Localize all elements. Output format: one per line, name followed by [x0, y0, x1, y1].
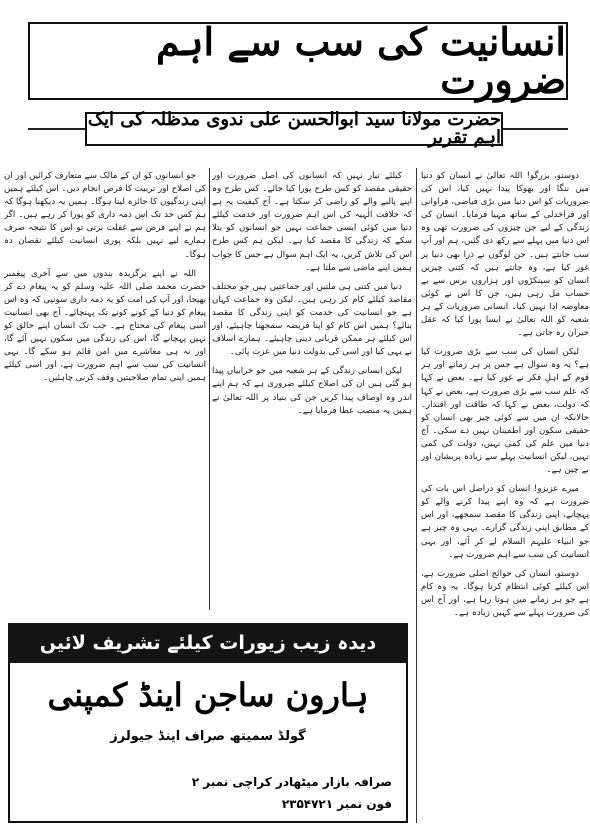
paragraph: لیکن انسان کی سب سے بڑی ضرورت کیا ہے؟ یہ وہ سوال ہے جس پر ہر زمانے اور ہر قوم کے اہلِ فکر نے غور کیا ہے۔ بعض نے کہا کہ علم سب سے بڑی ضرورت ہے، بعض نے کہا کہ دولت، بعض نے کہا کہ طاقت اور اقتدار۔ حالانکہ ان میں سے کوئی چیز بھی انسان کو حقیقی سکون اور اطمینان نہیں دے سکی۔ آج دنیا میں علم کی کمی نہیں، دولت کی کمی نہیں، لیکن انسانیت پہلے سے زیادہ پریشان اور بے چین ہے۔ — [421, 347, 589, 476]
paragraph: دوستو، بزرگو! اللہ تعالیٰ نے انسان کو دنیا میں ننگا اور بھوکا پیدا نہیں کیا، اس کی ضروریات کو اس دنیا میں بڑی فیاضی، فراوانی اور فراخدلی کے ساتھ مہیا فرمایا۔ انسان کی زندگی کے لیے جن چیزوں کی ضرورت تھی وہ اس دنیا میں پہلے سے رکھ دی گئیں، ہم اور آپ سب جانتے ہیں۔ جن لوگوں نے ذرا بھی دنیا پر غور کیا ہے، وہ جانتے ہیں کہ کتنی چیزیں انسان کو سینکڑوں اور ہزاروں برس سے بے حساب مل رہی ہیں، جن کا اس نے کوئی معاوضہ ادا نہیں کیا۔ انسانی ضروریات کے ہر شعبہ کو اللہ تعالیٰ نے ایسا پورا کیا کہ عقل حیران رہ جاتی ہے۔ — [421, 171, 589, 339]
headline-box — [28, 19, 568, 102]
article-column-middle — [212, 170, 412, 610]
paragraph: کیلئے تیار نہیں کہ انسانوں کی اصل ضرورت اور حقیقی مقصد کو کس طرح پورا کیا جائے۔ کس طرح وہ اپنے پالنے والے کو راضی کر سکتا ہے۔ آج کیفیت یہ ہے کہ خلافت الٰہیہ کی اس اہم ضرورت اور خدمت کیلئے دنیا میں کوئی ایسی جماعت نہیں جو انسانوں کو بتلا سکے کہ زندگی کا مقصد کیا ہے۔ لیکن ہم کس طرح اس کی تلاش کریں، یہ ایک اہم سوال ہے جس کا جواب ہمیں اپنے ماضی سے ملتا ہے۔ — [212, 171, 412, 273]
ad-tagline: گولڈ سمیتھ صراف اینڈ جیولرز — [110, 729, 306, 744]
paragraph: دنیا میں کتنی ہی ملتیں اور جماعتیں ہیں جو مختلف مقاصد کیلئے کام کر رہی ہیں۔ لیکن وہ جماعت کہاں ہے جو انسانیت کی خدمت کو اپنی زندگی کا مقصد بنائے؟ ہمیں اس کام کو اپنا فریضہ سمجھنا چاہیئے، اور اس کیلئے ہر ممکن قربانی دینی چاہیئے۔ ہمارے اسلاف نے یہی کیا اور اسی کی بدولت دنیا میں عزت پائی۔ — [212, 281, 412, 358]
ad-phone: فون نمبر ۲۳۵۴۷۲۱ — [281, 797, 392, 811]
paragraph: میرے عزیزو! انسان کو دراصل اس بات کی ضرورت ہے کہ وہ اپنے پیدا کرنے والے کو پہچانے، اپنی زندگی کا مقصد سمجھے، اور اس کے مطابق اپنی زندگی گزارے۔ یہی وہ چیز ہے جو انبیاء علیہم السلام لے کر آئے، اور یہی انسانیت کی سب سے اہم ضرورت ہے۔ — [421, 484, 589, 560]
article-column-right — [421, 170, 589, 825]
column-divider-right — [416, 168, 417, 823]
ad-company-name: ہارون ساجن اینڈ کمپنی — [47, 676, 369, 714]
title-rule-right — [503, 128, 568, 130]
article-headline: انسانیت کی سب سے اہم ضرورت — [155, 19, 566, 102]
ad-banner — [8, 623, 408, 663]
paragraph: لیکن انسانی زندگی کے ہر شعبہ میں جو خرابیاں پیدا ہو گئی ہیں ان کی اصلاح کیلئے ضروری ہے کہ ہم اپنے اندر وہ اوصاف پیدا کریں جن کی بنیاد پر اللہ تعالیٰ نے ہمیں یہ منصب عطا فرمایا ہے۔ — [212, 366, 412, 416]
column-divider-left — [209, 168, 210, 610]
title-rule-left — [28, 128, 85, 130]
advertisement-box — [8, 623, 408, 823]
article-column-left — [4, 170, 206, 610]
article-subtitle: حضرت مولانا سید ابوالحسن علی ندوی مدظلہ کی ایک اہم تقریر — [87, 109, 501, 148]
subtitle-box — [85, 109, 503, 148]
paragraph: جو انسانوں کو ان کے مالک سے متعارف کرائیں اور ان کی اصلاح اور تربیت کا فرض انجام دیں۔ اس کیلئے ہمیں اپنی زندگیوں کا جائزہ لینا ہوگا۔ ہمیں یہ دیکھنا ہوگا کہ ہم کس حد تک اس ذمہ داری کو پورا کر رہے ہیں۔ اگر ہم نے اپنے فرض سے غفلت برتی تو اس کا نتیجہ صرف ہمارے لیے نہیں بلکہ پوری انسانیت کیلئے نقصان دہ ہوگا۔ — [4, 171, 206, 260]
ad-banner-text: دیدہ زیب زیورات کیلئے تشریف لائیں — [39, 632, 377, 654]
ad-address: صرافہ بازار میٹھادر کراچی نمبر ۲ — [191, 775, 392, 789]
paragraph: اللہ نے اپنے برگزیدہ بندوں میں سے آخری پیغمبر حضرت محمد صلی اللہ علیہ وسلم کو یہ پیغام دے کر بھیجا، اور آپ کی امت کو یہ ذمہ داری سونپی کہ وہ اس پیغام کو دنیا کے کونے کونے تک پہنچائے۔ آج بھی انسانیت اسی پیغام کی محتاج ہے۔ جب تک انسان اپنے خالق کو نہیں پہچانے گا، اس کی زندگی میں سکون نہیں آئے گا، اور نہ ہی معاشرے میں امن قائم ہو سکے گا۔ یہی انسانیت کی سب سے اہم ضرورت ہے، اور اسی کیلئے ہمیں اپنی تمام صلاحیتیں وقف کرنی چاہئیں۔ — [4, 268, 206, 384]
paragraph: دوستو، انسان کی حوائج اصلی ضرورت ہے، اس کیلئے کوئی انتظام کرنا ہوگا۔ یہ وہ کام ہے جو ہر زمانے میں ہوتا رہا ہے، اور آج اس کی ضرورت پہلے سے کہیں زیادہ ہے۔ — [421, 568, 589, 618]
